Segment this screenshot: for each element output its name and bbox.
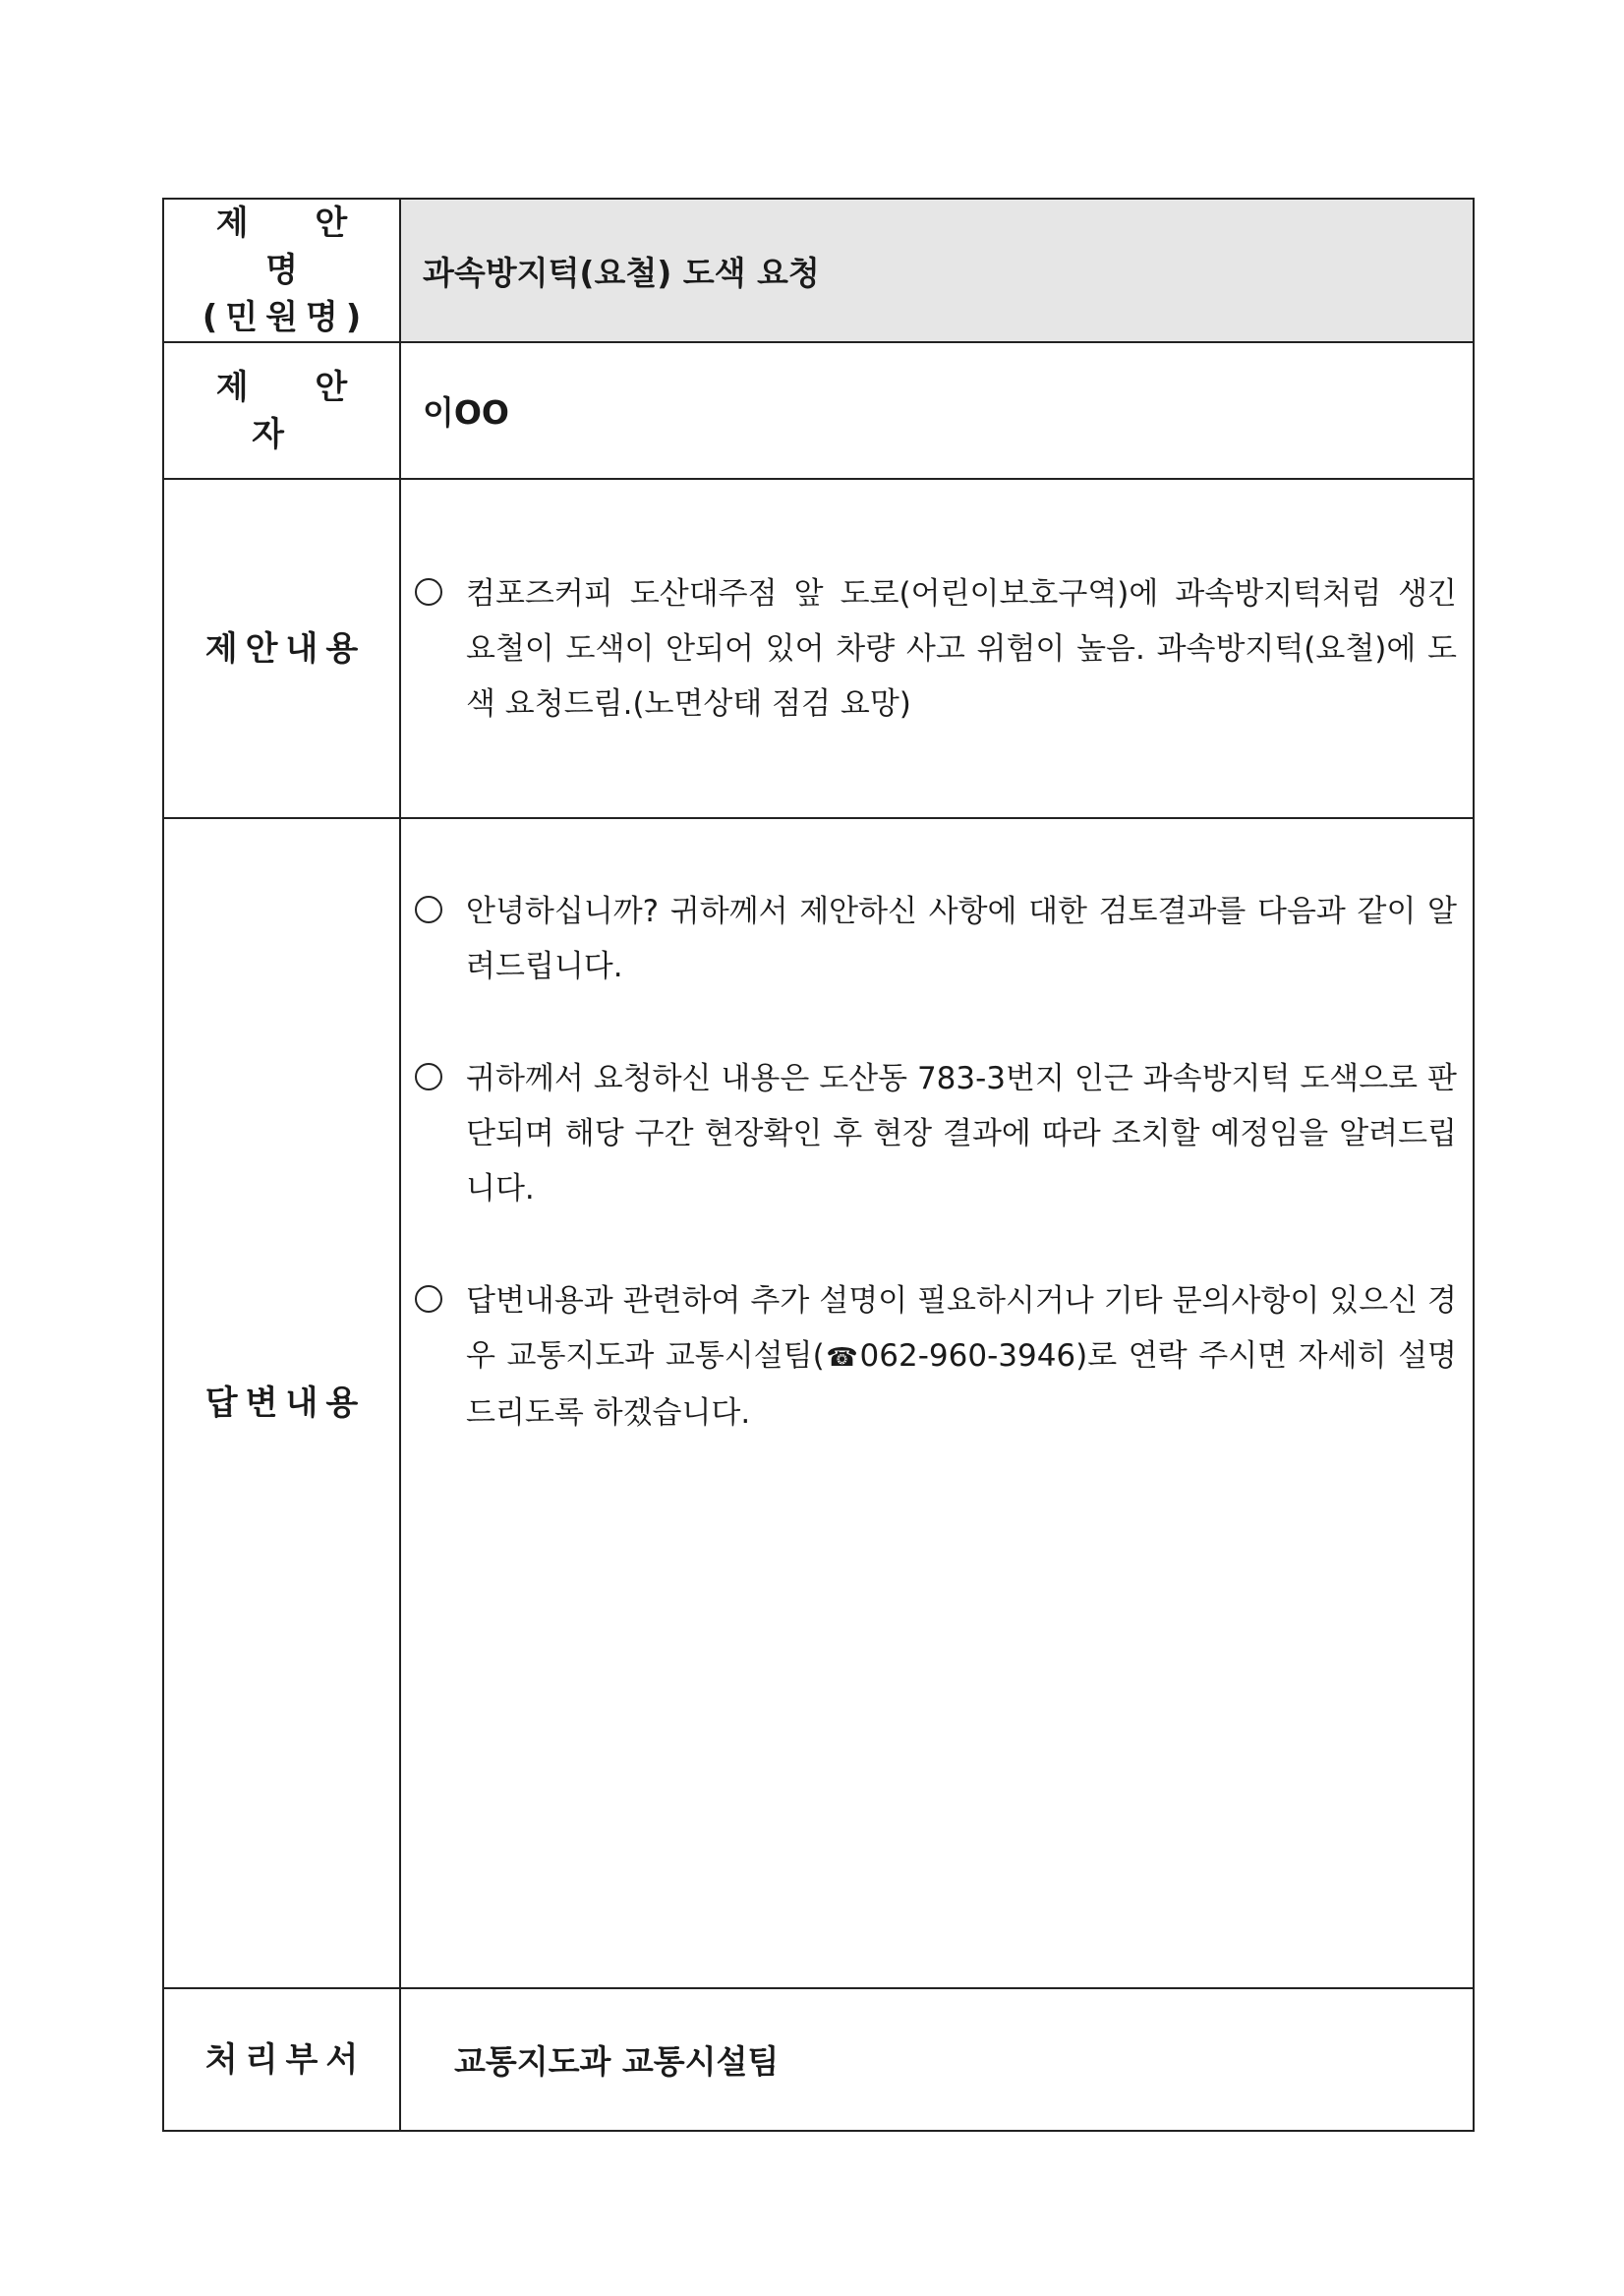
phone-icon: ☎ <box>824 1343 860 1373</box>
content-item-text: 컴포즈커피 도산대주점 앞 도로(어린이보호구역)에 과속방지턱처럼 생긴 요철이 도색이 안되어 있어 차량 사고 위험이 높음. 과속방지턱(요철)에 도색 요청드림.(노면상태 점검 요망) <box>466 575 1457 722</box>
answer-item <box>415 884 1457 994</box>
label-proposer-text: 제 안 자 <box>215 367 376 454</box>
row-proposal-content <box>163 479 1474 818</box>
label-answer-content <box>163 818 400 1988</box>
answer-contact-item <box>415 1273 1457 1441</box>
row-proposal-title <box>163 199 1474 342</box>
circle-bullet-icon <box>415 1063 442 1090</box>
label-proposal-content-text: 제안내용 <box>204 628 367 669</box>
circle-bullet-icon <box>415 896 442 923</box>
answer-item <box>415 1051 1457 1216</box>
row-department <box>163 1988 1474 2131</box>
answer-contact-before: 답변내용과 관련하여 추가 설명이 필요하시거나 기타 문의사항이 있으신 경우 교통지도과 교통시설팀( <box>466 1283 1457 1374</box>
label-proposer <box>163 342 400 479</box>
label-proposal-title <box>163 199 400 342</box>
label-proposal-title-line1: 제 안 명 <box>215 204 376 290</box>
circle-bullet-icon <box>415 578 442 606</box>
answer-item-text: 귀하께서 요청하신 내용은 도산동 783-3번지 인근 과속방지턱 도색으로 판단되며 해당 구간 현장확인 후 현장 결과에 따라 조치할 예정임을 알려드립니다. <box>466 1061 1457 1207</box>
circle-bullet-icon <box>415 1285 442 1313</box>
contact-phone-number: 062-960-3946 <box>859 1338 1076 1374</box>
content-item <box>415 566 1457 732</box>
label-proposal-title-line2: (민원명) <box>202 298 370 337</box>
proposal-title-value: 과속방지턱(요철) 도색 요청 <box>400 199 1474 342</box>
answer-item-text: 안녕하십니까? 귀하께서 제안하신 사항에 대한 검토결과를 다음과 같이 알려드립니다. <box>466 894 1457 984</box>
row-answer-content <box>163 818 1474 1988</box>
row-proposer <box>163 342 1474 479</box>
department-value-text: 교통지도과 교통시설팀 <box>454 2042 780 2081</box>
answer-contact-after: )로 연락 주시면 자세히 설명드리도록 하겠습니다. <box>466 1338 1458 1431</box>
proposal-content-value <box>400 479 1474 818</box>
label-proposal-content <box>163 479 400 818</box>
label-department-text: 처리부서 <box>204 2039 367 2080</box>
answer-content-value <box>400 818 1474 1988</box>
proposal-form-table <box>162 198 1475 2132</box>
label-answer-content-text: 답변내용 <box>204 1383 367 1423</box>
department-value <box>400 1988 1474 2131</box>
label-department <box>163 1988 400 2131</box>
proposer-value: 이OO <box>400 342 1474 479</box>
